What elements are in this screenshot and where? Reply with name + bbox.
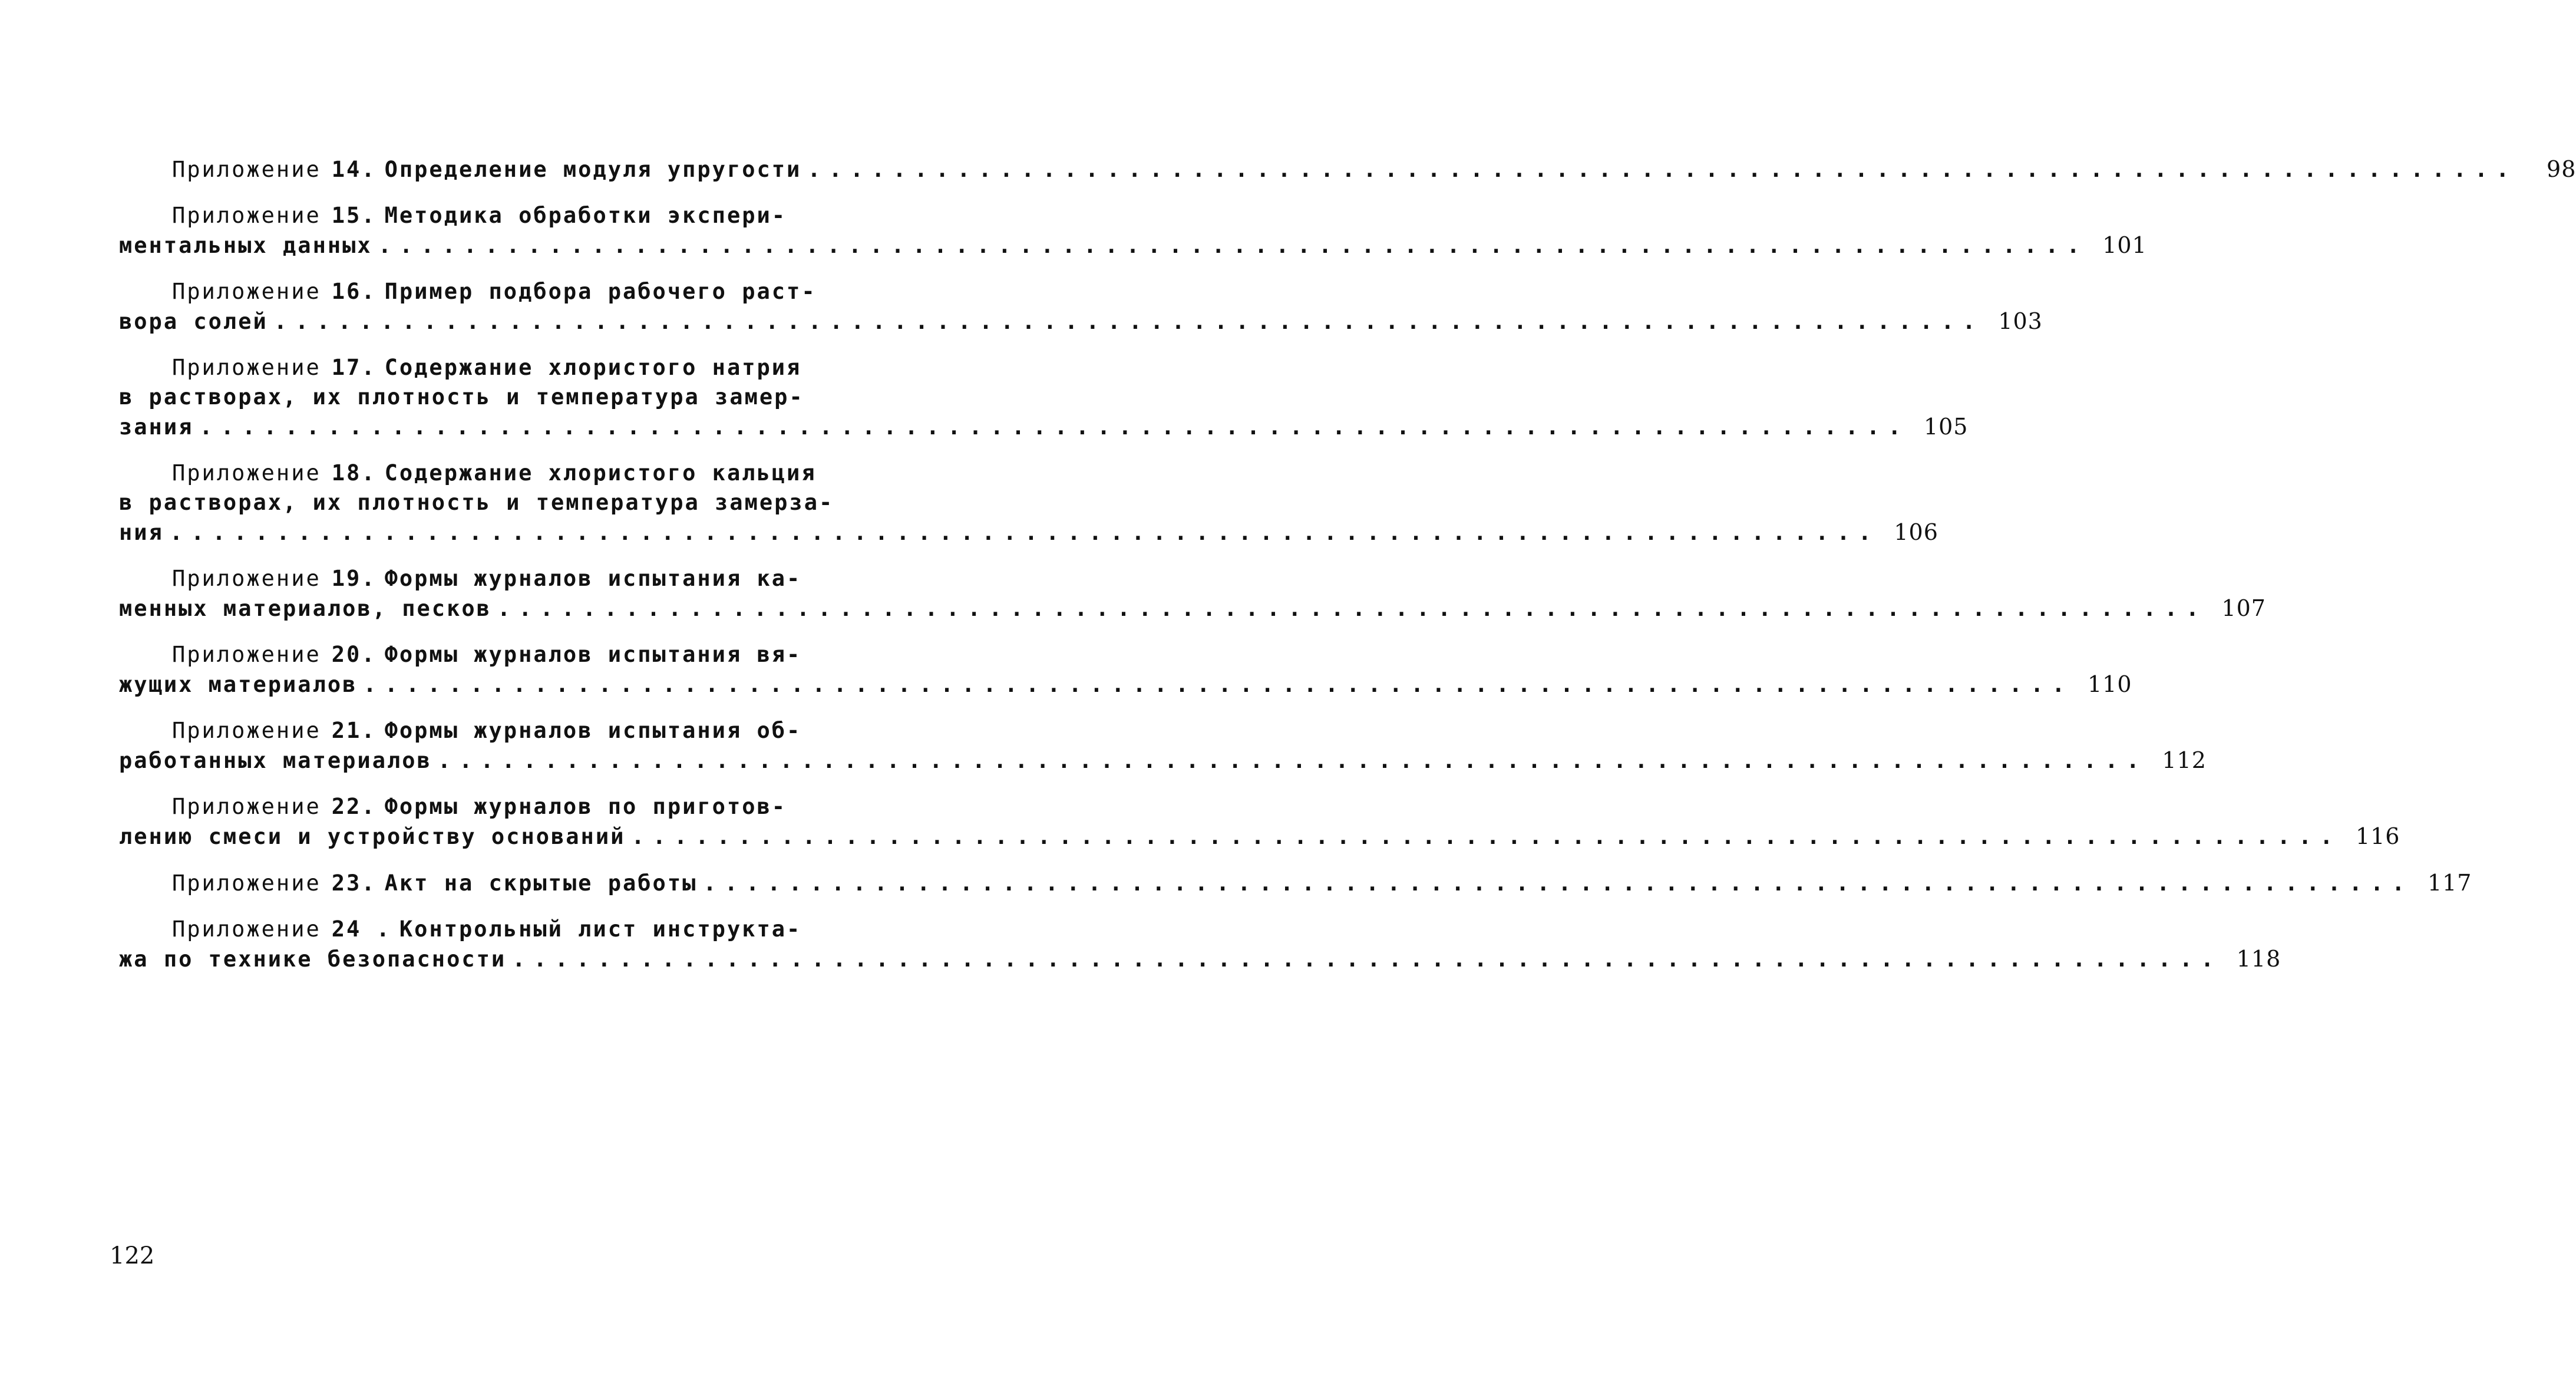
entry-title-line: жущих материалов <box>119 672 358 697</box>
toc-entry-22[interactable] <box>119 792 2400 852</box>
toc-entry-24[interactable] <box>119 915 2281 974</box>
toc-entry-14[interactable] <box>119 154 2576 184</box>
dot-leader: ................................................................................ <box>378 233 2088 258</box>
entry-number: 22. <box>331 794 377 819</box>
toc-entry-20[interactable] <box>119 640 2132 700</box>
entry-title-line: зания <box>119 414 194 440</box>
entry-page: 101 <box>2102 232 2147 258</box>
entry-number: 18. <box>331 460 377 486</box>
entry-page: 105 <box>1923 414 1969 440</box>
entry-label: Приложение <box>172 355 321 380</box>
entry-label: Приложение <box>172 157 321 182</box>
entry-number: 24 . <box>331 916 391 942</box>
entry-page: 112 <box>2162 747 2207 773</box>
entry-label: Приложение <box>172 279 321 304</box>
entry-page: 106 <box>1894 519 1938 545</box>
entry-title-line: ния <box>119 520 164 545</box>
dot-leader: ................................................................................ <box>703 870 2413 896</box>
entry-label: Приложение <box>172 460 321 486</box>
entry-title-line: менных материалов, песков <box>119 596 491 621</box>
entry-title-line: Формы журналов испытания об- <box>384 718 802 743</box>
table-of-contents <box>119 154 2576 991</box>
dot-leader: ................................................................................ <box>199 414 1910 440</box>
entry-title-line: лению смеси и устройству оснований <box>119 824 626 849</box>
entry-page: 116 <box>2355 823 2400 849</box>
toc-entry-15[interactable] <box>119 201 2147 260</box>
toc-entry-23[interactable] <box>119 868 2472 898</box>
entry-page: 98 <box>2547 156 2576 182</box>
entry-title-line: Формы журналов по приготов- <box>384 794 787 819</box>
toc-entry-17[interactable] <box>119 353 1969 442</box>
entry-title-line: в растворах, их плотность и температура замерза- <box>119 490 834 515</box>
entry-page: 107 <box>2221 595 2266 621</box>
entry-label: Приложение <box>172 642 321 667</box>
entry-title-line: в растворах, их плотность и температура замер- <box>119 384 804 410</box>
entry-number: 20. <box>331 642 377 667</box>
entry-label: Приложение <box>172 566 321 591</box>
entry-label: Приложение <box>172 794 321 819</box>
toc-entry-19[interactable] <box>119 564 2266 624</box>
entry-title-line: Формы журналов испытания вя- <box>384 642 802 667</box>
dot-leader: ................................................................................ <box>273 309 1984 334</box>
dot-leader: ................................................................................ <box>807 157 2518 182</box>
dot-leader: ................................................................................ <box>437 748 2148 773</box>
entry-title-line: Формы журналов испытания ка- <box>384 566 802 591</box>
entry-title-line: вора солей <box>119 309 268 334</box>
entry-page: 118 <box>2236 946 2281 972</box>
entry-label: Приложение <box>172 718 321 743</box>
entry-number: 19. <box>331 566 377 591</box>
entry-number: 17. <box>331 355 377 380</box>
toc-entry-16[interactable] <box>119 277 2043 337</box>
entry-title-line: жа по технике безопасности <box>119 946 507 972</box>
entry-title-line: Акт на скрытые работы <box>384 870 698 896</box>
entry-number: 15. <box>331 203 377 228</box>
entry-number: 14. <box>331 157 377 182</box>
dot-leader: ................................................................................ <box>363 672 2073 697</box>
entry-title-line: работанных материалов <box>119 748 432 773</box>
entry-title-line: Определение модуля упругости <box>384 157 802 182</box>
dot-leader: ................................................................................ <box>497 596 2207 621</box>
entry-label: Приложение <box>172 870 321 896</box>
entry-title-line: ментальных данных <box>119 233 372 258</box>
entry-label: Приложение <box>172 203 321 228</box>
entry-page: 110 <box>2087 671 2132 697</box>
entry-number: 23. <box>331 870 377 896</box>
entry-title-line: Методика обработки экспери- <box>384 203 787 228</box>
entry-page: 103 <box>1998 308 2043 334</box>
dot-leader: ................................................................................ <box>169 520 1880 545</box>
page-number: 122 <box>110 1242 155 1269</box>
dot-leader: ................................................................................ <box>631 824 2341 849</box>
entry-title-line: Контрольный лист инструкта- <box>399 916 802 942</box>
entry-label: Приложение <box>172 916 321 942</box>
entry-number: 21. <box>331 718 377 743</box>
entry-number: 16. <box>331 279 377 304</box>
entry-title-line: Пример подбора рабочего раст- <box>384 279 817 304</box>
entry-title-line: Содержание хлористого кальция <box>384 460 817 486</box>
dot-leader: ................................................................................ <box>512 946 2222 972</box>
entry-title-line: Содержание хлористого натрия <box>384 355 802 380</box>
toc-entry-21[interactable] <box>119 716 2207 776</box>
toc-entry-18[interactable] <box>119 458 1938 547</box>
entry-page: 117 <box>2427 870 2472 896</box>
